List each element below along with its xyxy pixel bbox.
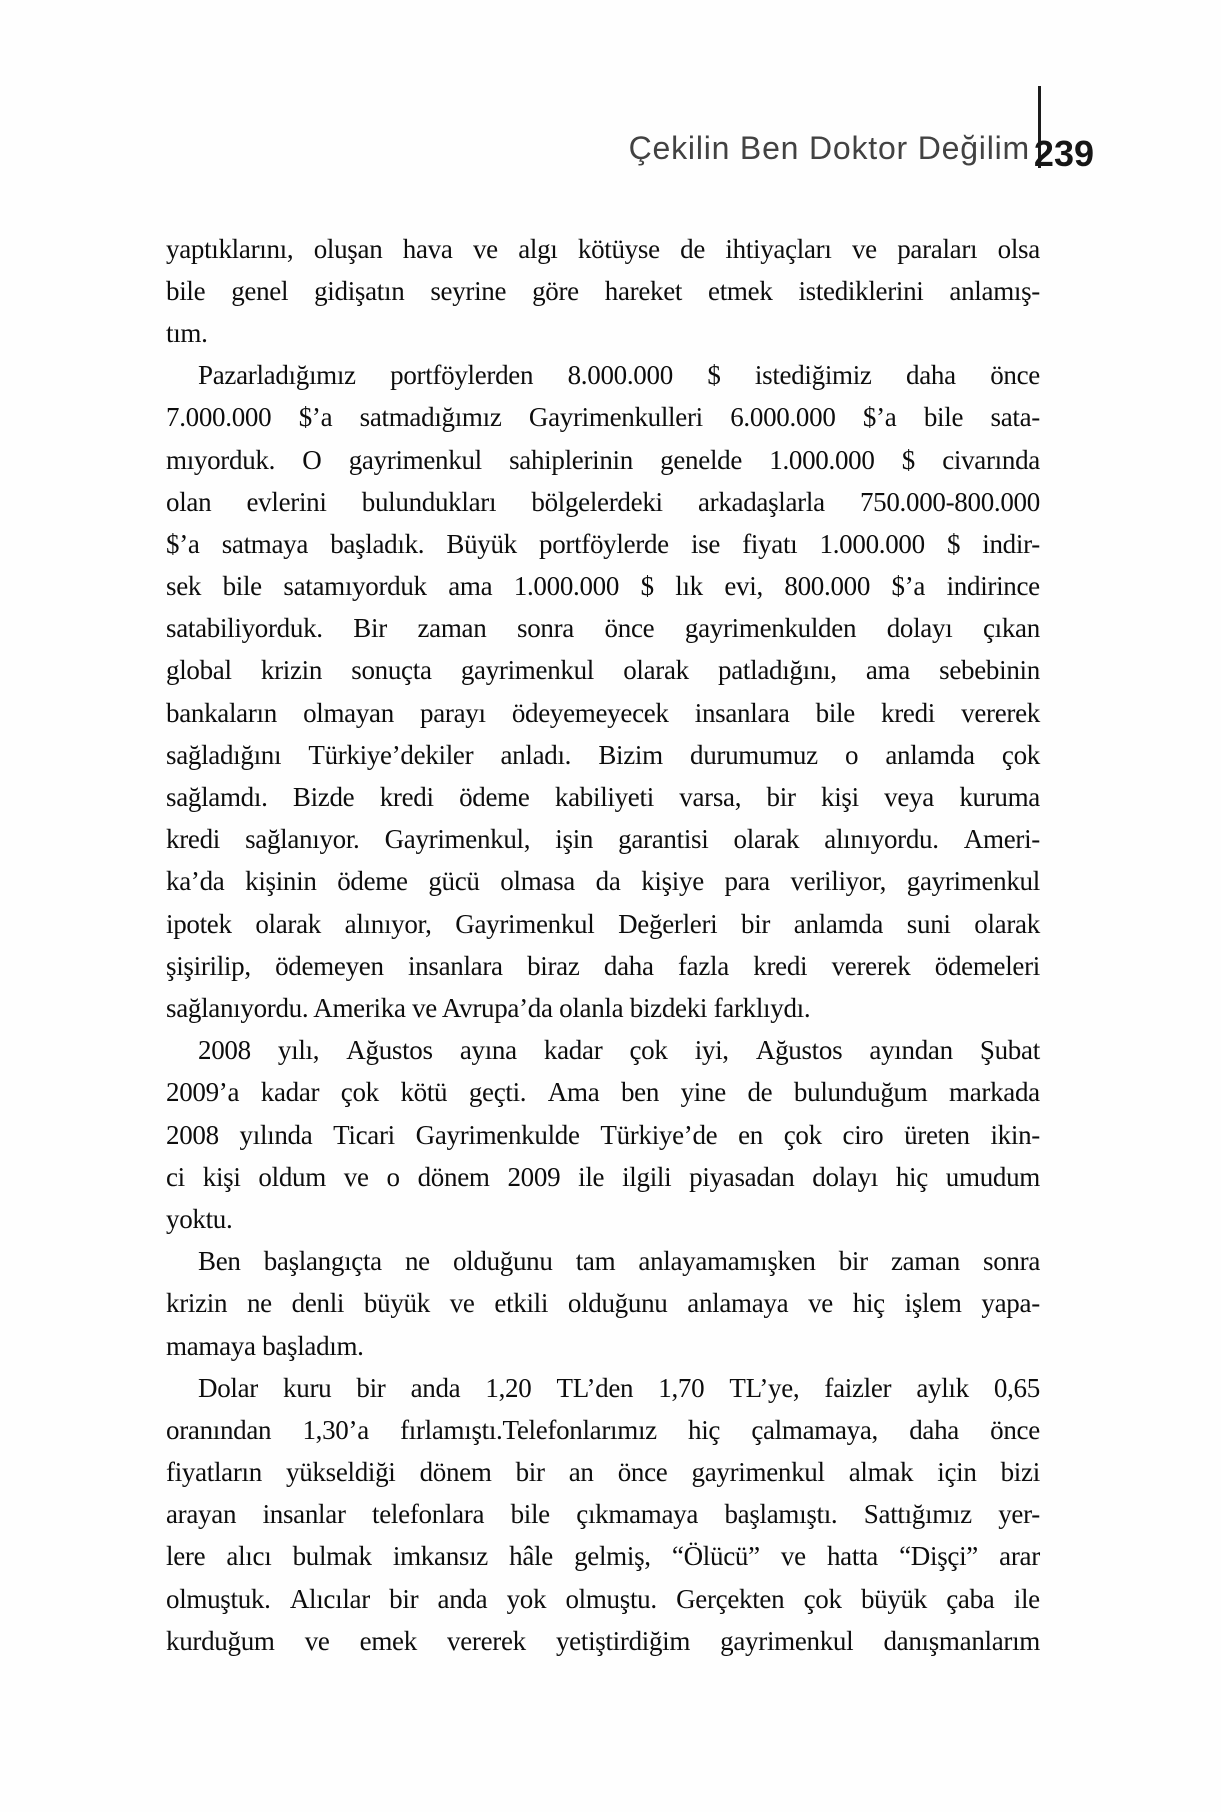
text-line: arayan insanlar telefonlara bile çıkmamaya başlamıştı. Sattığımız yer- <box>166 1499 1040 1530</box>
text-line: sağlanıyordu. Amerika ve Avrupa’da olanla bizdeki farklıydı. <box>166 993 811 1024</box>
text-line: 7.000.000 $’a satmadığımız Gayrimenkulleri 6.000.000 $’a bile sata- <box>166 402 1040 433</box>
text-line: kredi sağlanıyor. Gayrimenkul, işin garantisi olarak alınıyordu. Ameri- <box>166 824 1040 855</box>
text-line: mamaya başladım. <box>166 1330 364 1361</box>
text-line: 2009’a kadar çok kötü geçti. Ama ben yine de bulunduğum markada <box>166 1077 1040 1108</box>
text-line: bile genel gidişatın seyrine göre hareket etmek istediklerini anlamış- <box>166 275 1040 306</box>
text-line: ci kişi oldum ve o dönem 2009 ile ilgili piyasadan dolayı hiç umudum <box>166 1161 1040 1192</box>
text-line: bankaların olmayan parayı ödeyemeyecek insanlara bile kredi vererek <box>166 697 1040 728</box>
text-line: $’a satmaya başladık. Büyük portföylerde ise fiyatı 1.000.000 $ indir- <box>166 528 1040 559</box>
running-header <box>0 0 1221 180</box>
text-line: yaptıklarını, oluşan hava ve algı kötüyse de ihtiyaçları ve paraları olsa <box>166 233 1040 264</box>
page-text <box>166 228 1040 1662</box>
text-line: global krizin sonuçta gayrimenkul olarak patladığını, ama sebebinin <box>166 655 1040 686</box>
text-line: sek bile satamıyorduk ama 1.000.000 $ lık evi, 800.000 $’a indirince <box>166 571 1040 602</box>
text-line: lere alıcı bulmak imkansız hâle gelmiş, “Ölücü” ve hatta “Dişçi” arar <box>166 1541 1040 1572</box>
text-line: yoktu. <box>166 1204 233 1235</box>
text-line: fiyatların yükseldiği dönem bir an önce gayrimenkul almak için bizi <box>166 1457 1040 1488</box>
text-line: 2008 yılında Ticari Gayrimenkulde Türkiye’de en çok ciro üreten ikin- <box>166 1119 1040 1150</box>
text-line: 2008 yılı, Ağustos ayına kadar çok iyi, Ağustos ayından Şubat <box>198 1035 1040 1066</box>
text-line: Ben başlangıçta ne olduğunu tam anlayamamışken bir zaman sonra <box>198 1246 1040 1277</box>
text-line: tım. <box>166 318 208 349</box>
text-line: şişirilip, ödemeyen insanlara biraz daha fazla kredi vererek ödemeleri <box>166 950 1040 981</box>
page-number: 239 <box>1033 133 1094 174</box>
text-line: mıyorduk. O gayrimenkul sahiplerinin genelde 1.000.000 $ civarında <box>166 444 1040 475</box>
text-line: sağlamdı. Bizde kredi ödeme kabiliyeti varsa, bir kişi veya kuruma <box>166 782 1040 813</box>
text-line: olmuştuk. Alıcılar bir anda yok olmuştu. Gerçekten çok büyük çaba ile <box>166 1583 1040 1614</box>
running-header-title: Çekilin Ben Doktor Değilim <box>628 130 1030 166</box>
text-line: satabiliyorduk. Bir zaman sonra önce gayrimenkulden dolayı çıkan <box>166 613 1040 644</box>
text-line: ipotek olarak alınıyor, Gayrimenkul Değerleri bir anlamda suni olarak <box>166 908 1040 939</box>
text-line: Dolar kuru bir anda 1,20 TL’den 1,70 TL’ye, faizler aylık 0,65 <box>198 1372 1040 1403</box>
text-line: krizin ne denli büyük ve etkili olduğunu anlamaya ve hiç işlem yapa- <box>166 1288 1040 1319</box>
text-line: olan evlerini bulundukları bölgelerdeki arkadaşlarla 750.000-800.000 <box>166 486 1040 517</box>
text-line: kurduğum ve emek vererek yetiştirdiğim gayrimenkul danışmanlarım <box>166 1625 1040 1656</box>
text-line: ka’da kişinin ödeme gücü olmasa da kişiye para veriliyor, gayrimenkul <box>166 866 1040 897</box>
text-line: oranından 1,30’a fırlamıştı.Telefonlarımız hiç çalmamaya, daha önce <box>166 1414 1040 1445</box>
text-line: Pazarladığımız portföylerden 8.000.000 $ istediğimiz daha önce <box>198 360 1040 391</box>
text-line: sağladığını Türkiye’dekiler anladı. Bizim durumumuz o anlamda çok <box>166 739 1040 770</box>
